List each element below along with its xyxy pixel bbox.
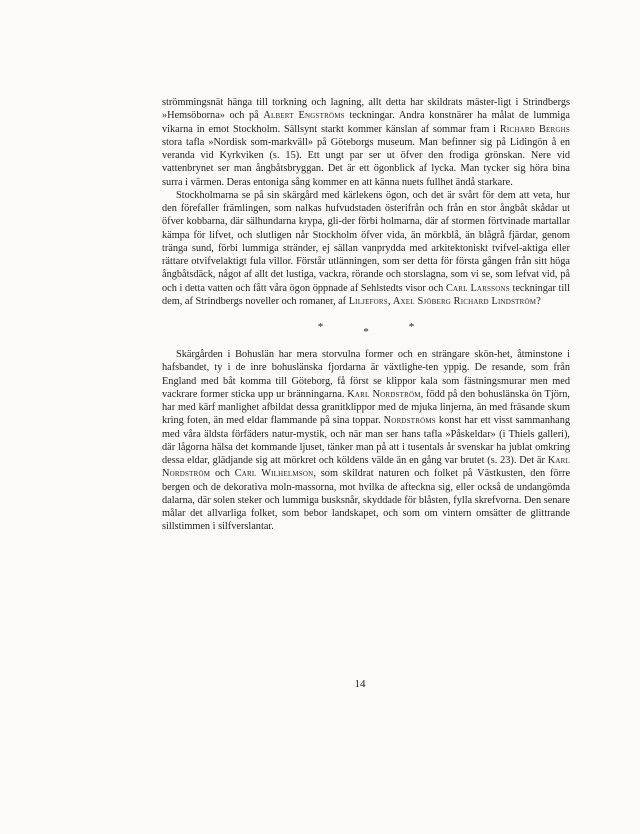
text-run: Skärgården i Bohuslän har mera storvulna former och en strängare skön-het, åtminstone i hafsbandet, ty i de inre bohuslänska fjordarna är växtlighe-ten yppig. De resande, som från England med båt komma till Göteborg, få först se klippor kala som fästningsmurar men med vackrare former sticka upp ur bränningarna. [162, 349, 570, 400]
artist-name: Carl Wilhelmson [234, 468, 314, 480]
asterisk: * [363, 326, 369, 339]
paragraph-2 [162, 189, 570, 308]
artist-name: Carl Larssons [445, 282, 510, 294]
artist-name: Nordströms [383, 415, 436, 427]
text-run: teckningar till dem, af Strindbergs noveller och romaner, af [162, 282, 570, 307]
section-divider [162, 308, 570, 348]
asterisk: * [317, 321, 324, 334]
text-run: teckningar. Andra konstnärer ha målat de lummiga vikarna in emot Stockholm. Sällsynt starkt kommer känslan af sommar fram i [162, 110, 570, 135]
text-run: , som skildrat naturen och folket på Västkusten, den förre bergen och de dekorativa moln-massorna, mot hvilka de afteckna sig, eller också de undangömda dalarna, där solen steker och lummiga busksnår, skyddade för blåsten, fylla skrefvorna. Den senare målar det allvarliga folket, som bebor landskapet, och som om vintern omsätter de glittrande sillstimmen i silfverslantar. [162, 468, 571, 533]
text-run: strömmingsnät hänga till torkning och lagning, allt detta har skildrats mäster-ligt i Strindbergs »Hemsöborna» och på [162, 97, 570, 122]
text-run: och [210, 468, 235, 480]
artist-name: Karl Nordström [162, 455, 570, 480]
artist-name: Liljefors, Axel Sjöberg [348, 295, 452, 307]
artist-name: Richard Lindström [453, 295, 537, 307]
text-run: Stockholmarna se på sin skärgård med kärlekens ögon, och det är svårt för dem att veta, hur den förefaller främlingen, som nalkas hufvudstaden österifrån och från en stor ångbåt skådar ut öfver kobbarna, där sälhundarna krypa, gli-der förbi holmarna, där af stormen förtvinade martallar kämpa för lifvet, och slutligen når Stockholm öfver vida, än mörkblå, än blågrå fjärdar, genom tränga sund, förbi lummiga stränder, ej sällan vanprydda med arkitektoniskt tvifvel-aktiga eller rättare otvifvelaktigt fula villor. Förstår utlänningen, som ser detta för första gången från sitt höga ångbåtsdäck, något af allt det lustiga, vackra, rörande och storslagna, som vi se, som lefvat vid, på och i detta vatten och fått våra ögon öppnade af Sehlstedts visor och [162, 189, 570, 294]
artist-name: Albert Engströms [263, 110, 345, 122]
paragraph-3 [162, 348, 570, 534]
page-number: 14 [354, 678, 366, 690]
text-run: konst har ett visst sammanhang med våra äldsta förfäders natur-mystik, och när man ser hans tafla »Påskeldar» (i Thiels galleri), där lågorna hälsa det kommande ljuset, tänker man på att i tusentals år svenskar ha jublat omkring dessa eldar, glädjande sig att mörkret och köldens välde än en gång var brutet (s. 23). Det är [162, 415, 571, 466]
paragraph-1 [162, 96, 570, 189]
artist-name: Karl Nordström [347, 388, 421, 400]
text-run: , född på den bohuslänska ön Tjörn, har med kärf manlighet afbildat dessa granitklippor med de mjuka linjerna, än med fräsande skum kring foten, än med eldar flammande på sina toppar. [162, 388, 570, 427]
artist-name: Richard Berghs [499, 123, 571, 135]
text-run: ? [536, 295, 541, 307]
text-run: stora tafla »Nordisk som-markväll» på Göteborgs museum. Man befinner sig på Lidingön å en veranda vid Kyrkviken (s. 15). Ett ungt par ser ut öfver den frodiga grönskan. Nere vid vattenbrynet ser man ångbåtsbryggan. Det är ett ögonblick af lycka. Man tycker sig höra bina surra i värmen. Deras entoniga sång kommer en att känna nuets fullhet ändå starkare. [162, 136, 570, 188]
asterisk: * [408, 321, 415, 334]
body-text [162, 96, 570, 534]
